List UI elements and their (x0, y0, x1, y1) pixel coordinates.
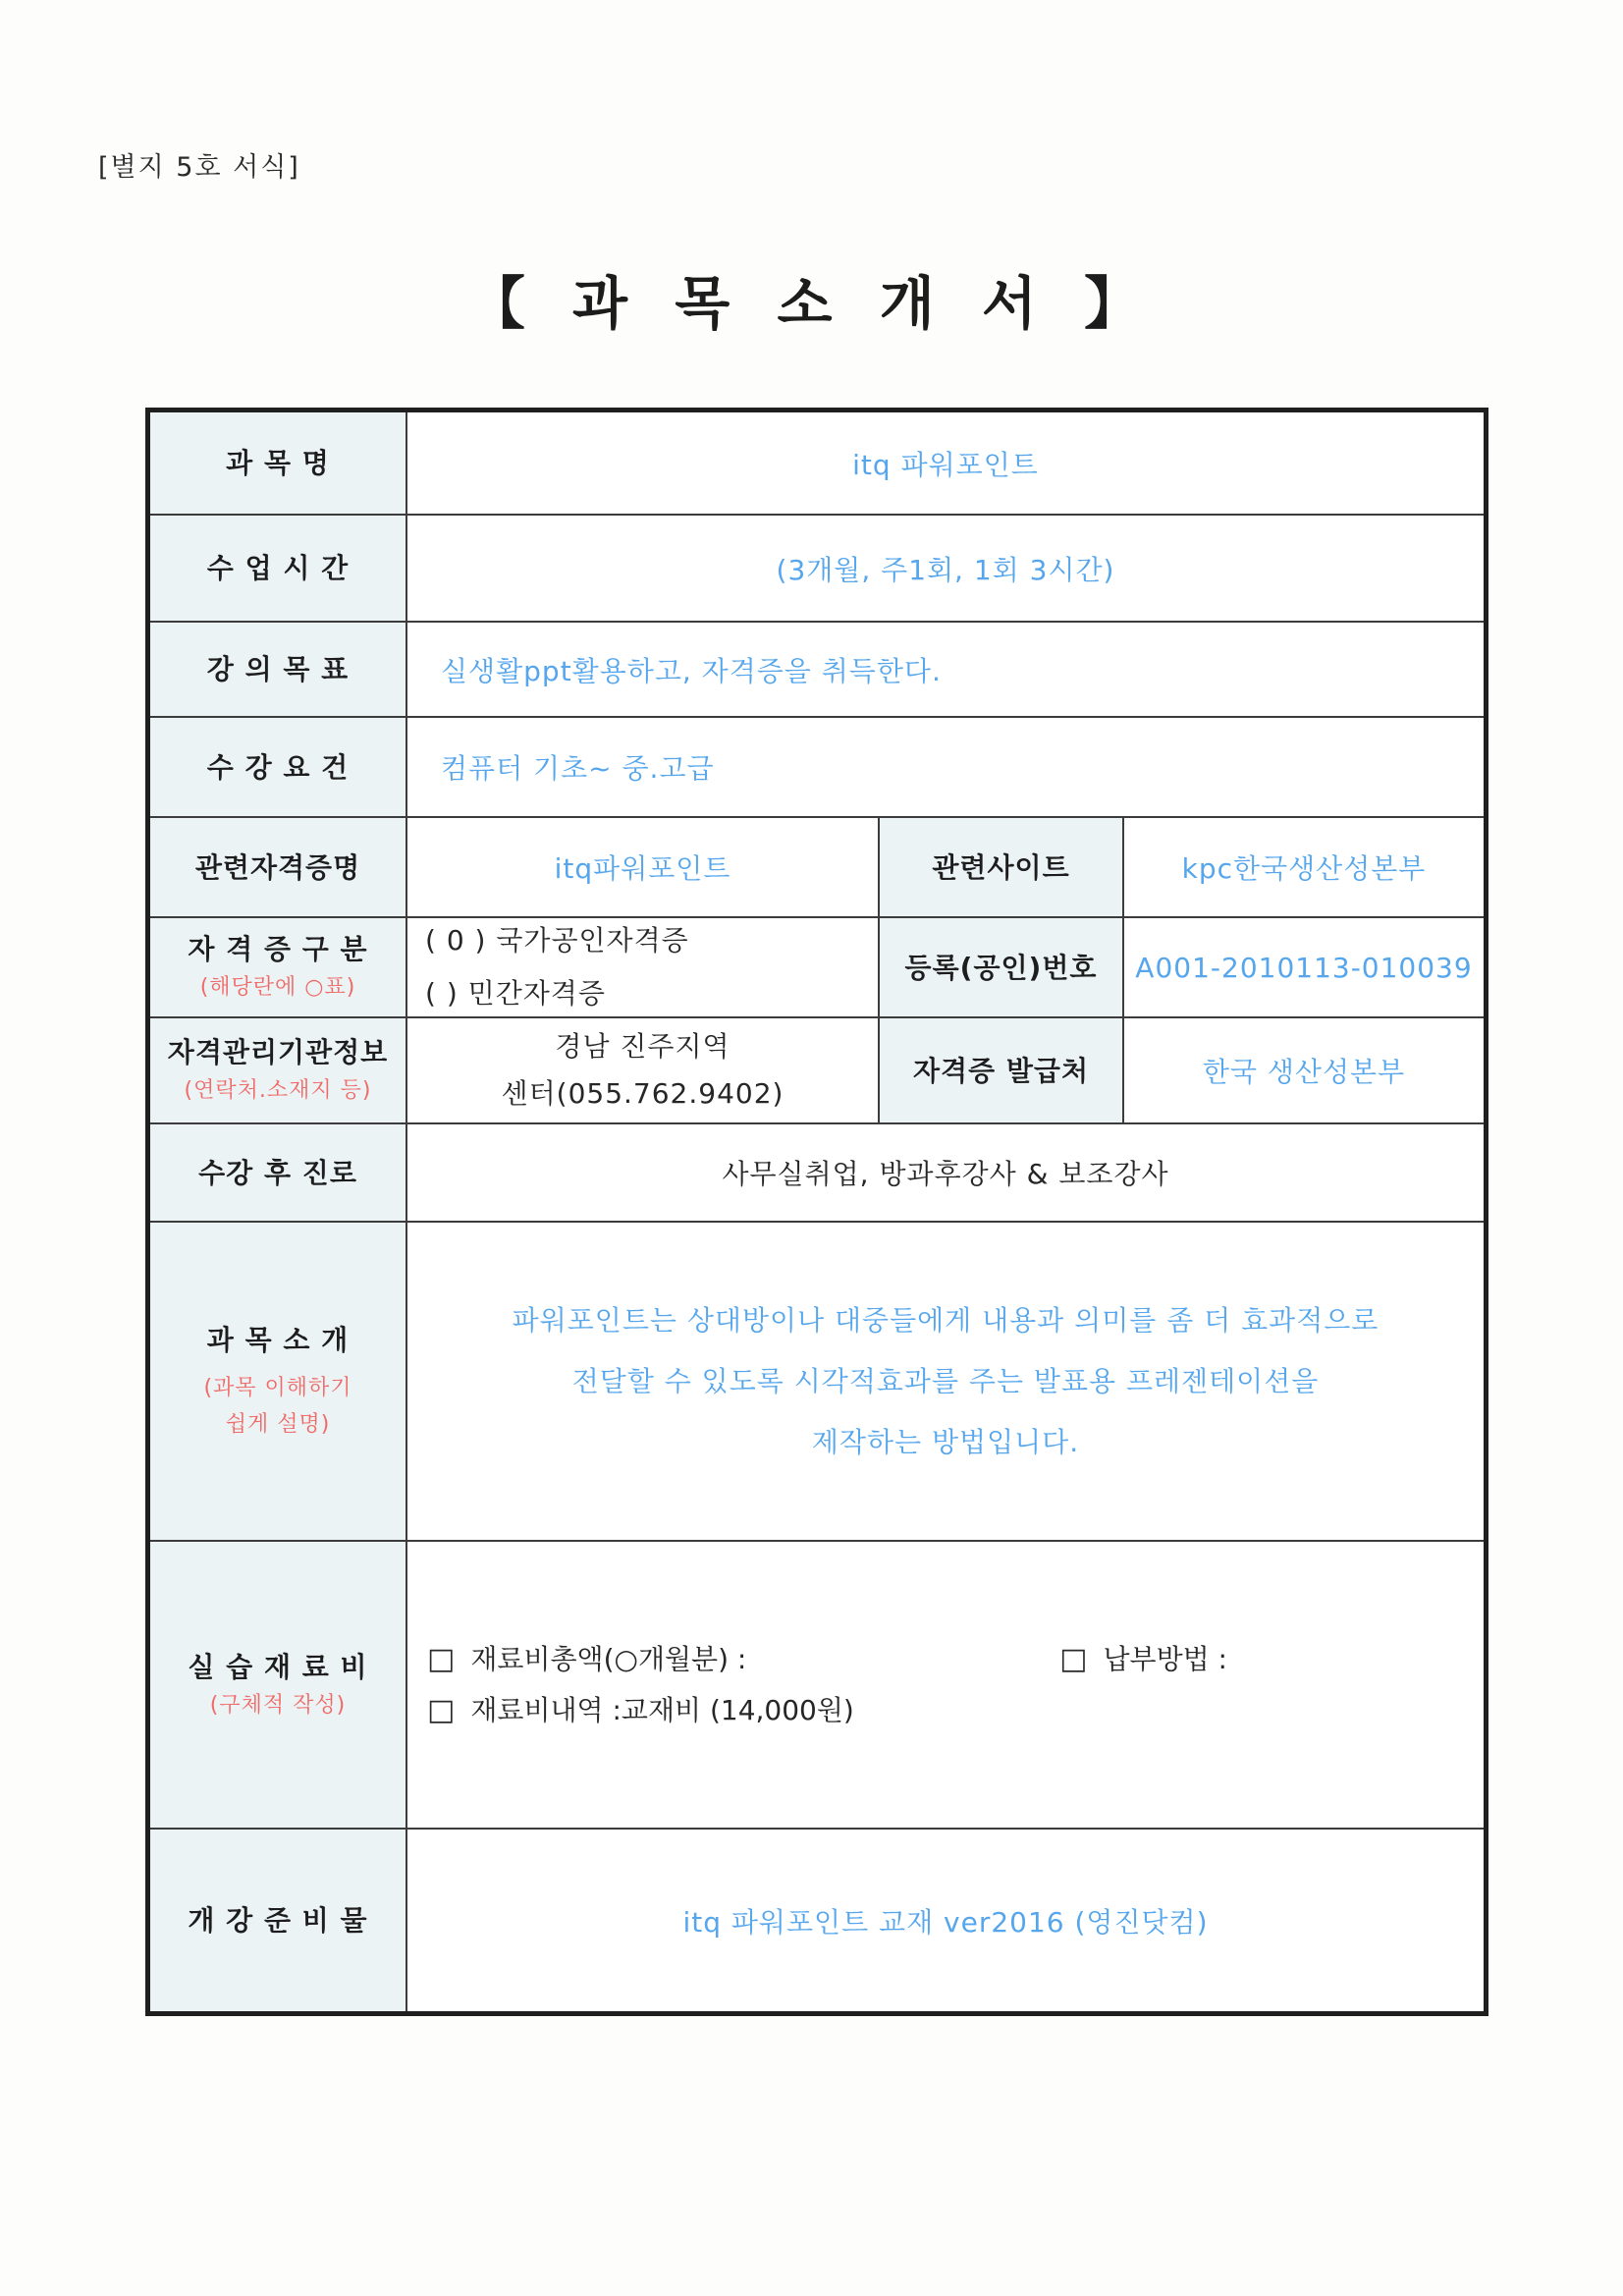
intro-text-line: 파워포인트는 상대방이나 대중들에게 내용과 의미를 좀 더 효과적으로 (512, 1303, 1380, 1337)
lecture-goal-value: 실생활ppt활용하고, 자격증을 취득한다. (441, 654, 942, 687)
row-label: 자격관리기관정보 (167, 1036, 389, 1069)
row-label: 수 강 요 건 (206, 750, 350, 784)
intro-text-line: 제작하는 방법입니다. (811, 1425, 1080, 1458)
materials-line-total (427, 1634, 1468, 1685)
reg-number-value: A001-2010113-010039 (1135, 951, 1473, 984)
reg-number-value-cell (1124, 918, 1484, 1016)
row-cert-type (150, 918, 1484, 1018)
cert-org-label-cell (150, 1018, 407, 1122)
requirements-value: 컴퓨터 기초~ 중.고급 (441, 752, 715, 785)
materials-value-cell (407, 1542, 1484, 1828)
row-label: 수 업 시 간 (206, 552, 350, 584)
related-cert-value-cell (407, 818, 880, 916)
row-related-cert (150, 818, 1484, 918)
form-note: [별지 5호 서식] (98, 152, 300, 183)
cert-org-phone: 센터(055.762.9402) (501, 1077, 784, 1110)
cert-type-options-cell (407, 918, 880, 1016)
related-site-value: kpc한국생산성본부 (1181, 852, 1427, 885)
row-sublabel: (구체적 작성) (209, 1692, 347, 1718)
subject-name-label-cell (150, 412, 407, 514)
lecture-goal-label-cell (150, 623, 407, 716)
row-label: 관련자격증명 (194, 850, 361, 884)
cert-type-option-private: ( ) 민간자격증 (425, 977, 606, 1010)
class-time-value: (3개월, 주1회, 1회 3시간) (776, 553, 1115, 586)
row-materials (150, 1542, 1484, 1830)
intro-text-line: 전달할 수 있도록 시각적효과를 주는 발표용 프레젠테이션을 (571, 1364, 1320, 1397)
materials-detail-label: 재료비내역 :교재비 (14,000원) (470, 1693, 854, 1726)
related-site-value-cell (1124, 818, 1484, 916)
issuer-value: 한국 생산성본부 (1202, 1056, 1406, 1088)
materials-label-cell (150, 1542, 407, 1828)
checkbox-icon: □ (1059, 1641, 1088, 1676)
row-label: 과 목 소 개 (206, 1324, 350, 1357)
reg-number-label: 등록(공인)번호 (904, 951, 1098, 984)
subject-name-value: itq 파워포인트 (852, 448, 1039, 481)
row-lecture-goal (150, 623, 1484, 718)
row-prep (150, 1830, 1484, 2011)
row-sublabel: (해당란에 ○표) (199, 975, 356, 1001)
issuer-label: 자격증 발급처 (912, 1054, 1090, 1087)
materials-line-detail (427, 1685, 1468, 1736)
checkbox-icon: □ (427, 1692, 456, 1727)
row-class-time (150, 516, 1484, 623)
materials-total-label: 재료비총액(○개월분) : (470, 1642, 747, 1675)
requirements-value-cell (407, 718, 1484, 816)
cert-org-region: 경남 진주지역 (555, 1030, 730, 1063)
row-sublabel: (연락처.소재지 등) (184, 1078, 372, 1104)
related-cert-value: itq파워포인트 (554, 852, 731, 885)
prep-value-cell (407, 1830, 1484, 2011)
related-site-label-cell (880, 818, 1124, 916)
page-title: 【 과 목 소 개 서 】 (467, 270, 1156, 337)
row-label: 실 습 재 료 비 (188, 1650, 368, 1683)
career-value-cell (407, 1124, 1484, 1221)
row-label: 수강 후 진로 (198, 1156, 357, 1189)
class-time-label-cell (150, 516, 407, 621)
intro-value-cell (407, 1223, 1484, 1540)
row-subject-name (150, 412, 1484, 516)
issuer-label-cell (880, 1018, 1124, 1122)
row-sublabel: (과목 이해하기 (203, 1376, 352, 1401)
course-intro-table (145, 408, 1488, 2016)
requirements-label-cell (150, 718, 407, 816)
related-cert-label-cell (150, 818, 407, 916)
cert-type-label-cell (150, 918, 407, 1016)
row-career (150, 1124, 1484, 1223)
row-label: 과 목 명 (226, 447, 330, 479)
cert-type-option-national: ( 0 ) 국가공인자격증 (425, 924, 689, 957)
intro-label-cell (150, 1223, 407, 1540)
row-cert-org (150, 1018, 1484, 1124)
class-time-value-cell (407, 516, 1484, 621)
issuer-value-cell (1124, 1018, 1484, 1122)
career-value: 사무실취업, 방과후강사 & 보조강사 (722, 1158, 1169, 1190)
cert-org-value-cell (407, 1018, 880, 1122)
prep-label-cell (150, 1830, 407, 2011)
row-label: 자 격 증 구 분 (188, 933, 368, 966)
materials-payment-group (1059, 1634, 1227, 1685)
checkbox-icon: □ (427, 1641, 456, 1676)
career-label-cell (150, 1124, 407, 1221)
reg-number-label-cell (880, 918, 1124, 1016)
prep-value: itq 파워포인트 교재 ver2016 (영진닷컴) (682, 1905, 1209, 1939)
row-label: 강 의 목 표 (206, 653, 350, 685)
row-requirements (150, 718, 1484, 818)
row-intro (150, 1223, 1484, 1542)
subject-name-value-cell (407, 412, 1484, 514)
row-label: 개 강 준 비 물 (188, 1904, 368, 1937)
row-sublabel: 쉽게 설명) (225, 1412, 331, 1437)
lecture-goal-value-cell (407, 623, 1484, 716)
related-site-label: 관련사이트 (932, 850, 1070, 884)
materials-payment-label: 납부방법 : (1103, 1642, 1227, 1675)
